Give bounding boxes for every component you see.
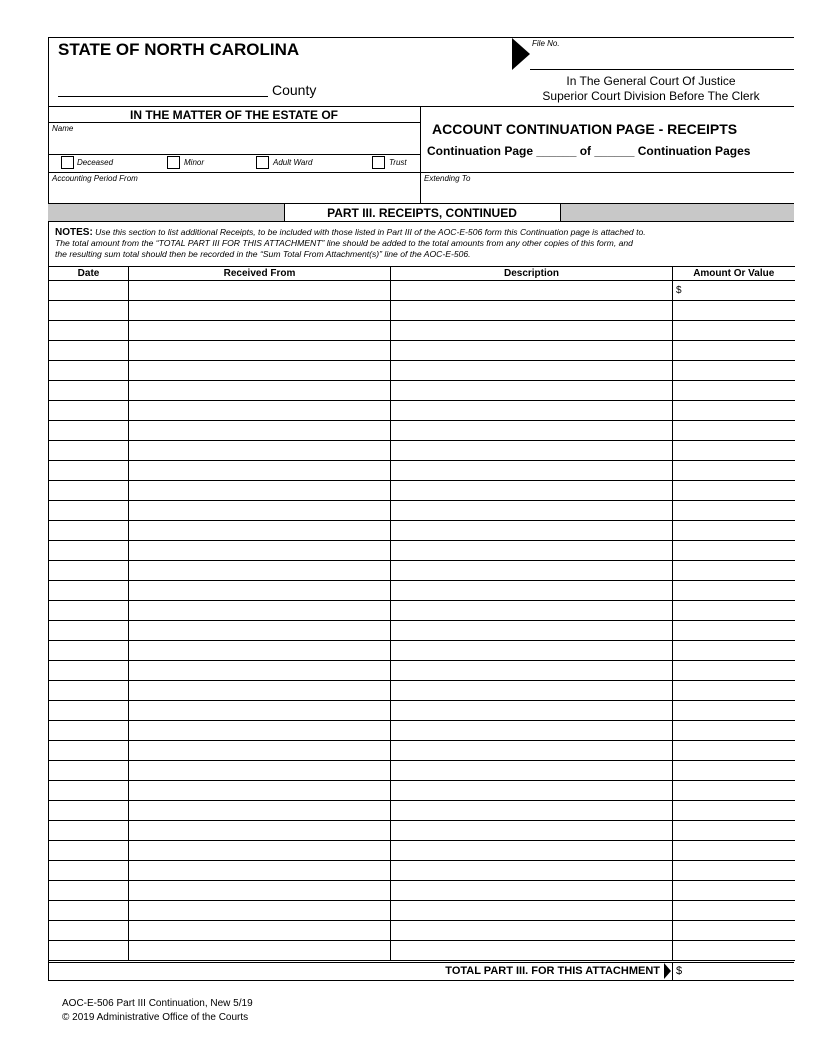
- description-cell[interactable]: [391, 621, 673, 641]
- table-row: [49, 481, 795, 501]
- received-from-cell[interactable]: [129, 781, 391, 801]
- date-cell[interactable]: [49, 801, 129, 821]
- description-cell[interactable]: [391, 921, 673, 941]
- received-from-cell[interactable]: [129, 441, 391, 461]
- description-cell[interactable]: [391, 321, 673, 341]
- name-input[interactable]: [52, 134, 416, 152]
- table-row: [49, 761, 795, 781]
- received-from-cell[interactable]: [129, 801, 391, 821]
- table-row: [49, 341, 795, 361]
- date-cell[interactable]: [49, 701, 129, 721]
- description-cell[interactable]: [391, 941, 673, 961]
- table-row: [49, 921, 795, 941]
- amount-cell[interactable]: [673, 341, 795, 361]
- received-from-cell[interactable]: [129, 841, 391, 861]
- amount-cell[interactable]: [673, 661, 795, 681]
- received-from-cell[interactable]: [129, 321, 391, 341]
- date-cell[interactable]: [49, 561, 129, 581]
- county-field[interactable]: [58, 96, 268, 97]
- date-cell[interactable]: [49, 581, 129, 601]
- description-cell[interactable]: [391, 601, 673, 621]
- column-header-received-from: Received From: [129, 267, 391, 281]
- extending-to-label: Extending To: [424, 174, 471, 183]
- table-row: [49, 361, 795, 381]
- period-top-rule: [48, 172, 794, 173]
- minor-checkbox[interactable]: [167, 156, 180, 169]
- deceased-checkbox[interactable]: [61, 156, 74, 169]
- amount-cell[interactable]: $: [673, 281, 795, 301]
- received-from-cell[interactable]: [129, 501, 391, 521]
- received-from-cell[interactable]: [129, 901, 391, 921]
- header-top-rule: [48, 37, 794, 38]
- received-from-cell[interactable]: [129, 341, 391, 361]
- amount-cell[interactable]: [673, 561, 795, 581]
- estate-divider: [420, 106, 421, 204]
- description-cell[interactable]: [391, 341, 673, 361]
- continuation-line[interactable]: Continuation Page ______ of ______ Continuation Pages: [427, 144, 751, 158]
- received-from-cell[interactable]: [129, 741, 391, 761]
- received-from-cell[interactable]: [129, 761, 391, 781]
- court-line-1: In The General Court Of Justice: [566, 74, 736, 88]
- date-cell[interactable]: [49, 821, 129, 841]
- amount-cell[interactable]: [673, 441, 795, 461]
- table-row: [49, 521, 795, 541]
- received-from-cell[interactable]: [129, 581, 391, 601]
- county-label: County: [272, 82, 317, 98]
- description-cell[interactable]: [391, 401, 673, 421]
- table-row: [49, 741, 795, 761]
- date-cell[interactable]: [49, 721, 129, 741]
- table-row: [49, 501, 795, 521]
- amount-cell[interactable]: [673, 581, 795, 601]
- description-cell[interactable]: [391, 801, 673, 821]
- description-cell[interactable]: [391, 641, 673, 661]
- footer-form-id: AOC-E-506 Part III Continuation, New 5/19: [62, 998, 253, 1009]
- amount-cell[interactable]: [673, 721, 795, 741]
- notes-line-1: Use this section to list additional Receipts, to be included with those listed in Part III of the AOC-E-506 form this Continuation page is attached to.: [95, 227, 646, 237]
- date-cell[interactable]: [49, 501, 129, 521]
- date-cell[interactable]: [49, 541, 129, 561]
- table-row: [49, 581, 795, 601]
- column-header-description: Description: [391, 267, 673, 281]
- received-from-cell[interactable]: [129, 601, 391, 621]
- received-from-cell[interactable]: [129, 541, 391, 561]
- description-cell[interactable]: [391, 501, 673, 521]
- table-header-row: [49, 267, 795, 281]
- date-cell[interactable]: [49, 321, 129, 341]
- total-row-bottom-rule: [48, 980, 794, 981]
- amount-cell[interactable]: [673, 361, 795, 381]
- name-label: Name: [52, 124, 74, 133]
- table-row: [49, 461, 795, 481]
- table-row: [49, 701, 795, 721]
- description-cell[interactable]: [391, 301, 673, 321]
- total-arrow-icon: [664, 963, 671, 979]
- total-row-top-rule: [48, 962, 794, 963]
- description-cell[interactable]: [391, 721, 673, 741]
- table-row: [49, 901, 795, 921]
- description-cell[interactable]: [391, 681, 673, 701]
- description-cell[interactable]: [391, 881, 673, 901]
- amount-cell[interactable]: [673, 841, 795, 861]
- table-row: [49, 561, 795, 581]
- description-cell[interactable]: [391, 461, 673, 481]
- amount-cell[interactable]: [673, 801, 795, 821]
- table-row: [49, 801, 795, 821]
- date-cell[interactable]: [49, 301, 129, 321]
- date-cell[interactable]: [49, 901, 129, 921]
- received-from-cell[interactable]: [129, 881, 391, 901]
- table-row: [49, 421, 795, 441]
- date-cell[interactable]: [49, 341, 129, 361]
- form-title: ACCOUNT CONTINUATION PAGE - RECEIPTS: [432, 121, 738, 137]
- table-row: [49, 321, 795, 341]
- trust-label: Trust: [389, 158, 407, 167]
- description-cell[interactable]: [391, 521, 673, 541]
- footer-copyright: © 2019 Administrative Office of the Courts: [62, 1012, 249, 1023]
- date-cell[interactable]: [49, 421, 129, 441]
- date-cell[interactable]: [49, 601, 129, 621]
- table-row: [49, 301, 795, 321]
- description-cell[interactable]: [391, 901, 673, 921]
- file-no-field[interactable]: [530, 69, 794, 70]
- file-no-arrow-icon: [512, 38, 530, 70]
- amount-cell[interactable]: [673, 701, 795, 721]
- adult-ward-checkbox[interactable]: [256, 156, 269, 169]
- total-amount-field[interactable]: $: [676, 965, 683, 977]
- table-row: [49, 681, 795, 701]
- court-line-2: Superior Court Division Before The Clerk: [542, 89, 760, 103]
- section-bottom-rule: [48, 221, 794, 222]
- name-field-rule: [48, 154, 420, 155]
- table-row: [49, 941, 795, 961]
- amount-cell[interactable]: [673, 921, 795, 941]
- description-cell[interactable]: [391, 481, 673, 501]
- amount-cell[interactable]: [673, 401, 795, 421]
- description-cell[interactable]: [391, 381, 673, 401]
- table-row: [49, 621, 795, 641]
- received-from-cell[interactable]: [129, 381, 391, 401]
- amount-cell[interactable]: [673, 781, 795, 801]
- deceased-label: Deceased: [77, 158, 114, 167]
- description-cell[interactable]: [391, 861, 673, 881]
- date-cell[interactable]: [49, 361, 129, 381]
- section-bar-divider-right: [560, 204, 561, 221]
- received-from-cell[interactable]: [129, 301, 391, 321]
- section-bar-left: [48, 204, 284, 221]
- table-row: [49, 841, 795, 861]
- received-from-cell[interactable]: [129, 721, 391, 741]
- table-row: [49, 721, 795, 741]
- notes-line-2: The total amount from the “TOTAL PART III FOR THIS ATTACHMENT” line should be added to the total amounts from any other copies of this form, and: [55, 238, 633, 248]
- amount-cell[interactable]: [673, 481, 795, 501]
- description-cell[interactable]: [391, 781, 673, 801]
- table-row: [49, 661, 795, 681]
- received-from-cell[interactable]: [129, 401, 391, 421]
- table-row: [49, 861, 795, 881]
- amount-cell[interactable]: [673, 901, 795, 921]
- amount-cell[interactable]: [673, 641, 795, 661]
- description-cell[interactable]: [391, 741, 673, 761]
- description-cell[interactable]: [391, 361, 673, 381]
- received-from-cell[interactable]: [129, 921, 391, 941]
- received-from-cell[interactable]: [129, 361, 391, 381]
- amount-cell[interactable]: [673, 621, 795, 641]
- amount-cell[interactable]: [673, 881, 795, 901]
- column-header-date: Date: [49, 267, 129, 281]
- table-row: [49, 441, 795, 461]
- amount-cell[interactable]: [673, 421, 795, 441]
- amount-cell[interactable]: [673, 381, 795, 401]
- date-cell[interactable]: [49, 521, 129, 541]
- received-from-cell[interactable]: [129, 941, 391, 961]
- date-cell[interactable]: [49, 441, 129, 461]
- table-row: [49, 781, 795, 801]
- table-row: [49, 881, 795, 901]
- description-cell[interactable]: [391, 561, 673, 581]
- description-cell[interactable]: [391, 281, 673, 301]
- description-cell[interactable]: [391, 701, 673, 721]
- date-cell[interactable]: [49, 621, 129, 641]
- trust-checkbox[interactable]: [372, 156, 385, 169]
- received-from-cell[interactable]: [129, 821, 391, 841]
- description-cell[interactable]: [391, 761, 673, 781]
- received-from-cell[interactable]: [129, 481, 391, 501]
- notes-line-3: the resulting sum total should then be recorded in the “Sum Total From Attachment(s)” line of the AOC-E-506.: [55, 249, 471, 259]
- amount-cell[interactable]: [673, 461, 795, 481]
- date-cell[interactable]: [49, 381, 129, 401]
- description-cell[interactable]: [391, 661, 673, 681]
- section-heading: PART III. RECEIPTS, CONTINUED: [327, 206, 517, 220]
- received-from-cell[interactable]: [129, 521, 391, 541]
- minor-label: Minor: [184, 158, 205, 167]
- amount-cell[interactable]: [673, 821, 795, 841]
- amount-cell[interactable]: [673, 301, 795, 321]
- estate-heading-rule: [48, 122, 420, 123]
- table-row: [49, 601, 795, 621]
- date-cell[interactable]: [49, 741, 129, 761]
- estate-heading: IN THE MATTER OF THE ESTATE OF: [130, 108, 338, 122]
- date-cell[interactable]: [49, 401, 129, 421]
- description-cell[interactable]: [391, 421, 673, 441]
- amount-cell[interactable]: [673, 741, 795, 761]
- amount-cell[interactable]: [673, 321, 795, 341]
- description-cell[interactable]: [391, 541, 673, 561]
- received-from-cell[interactable]: [129, 661, 391, 681]
- amount-cell[interactable]: [673, 681, 795, 701]
- table-row: [49, 401, 795, 421]
- adult-ward-label: Adult Ward: [273, 158, 313, 167]
- table-row: [49, 641, 795, 661]
- table-row: [49, 541, 795, 561]
- amount-cell[interactable]: [673, 501, 795, 521]
- received-from-cell[interactable]: [129, 621, 391, 641]
- date-cell[interactable]: [49, 281, 129, 301]
- date-cell[interactable]: [49, 461, 129, 481]
- date-cell[interactable]: [49, 661, 129, 681]
- receipts-table: [48, 266, 795, 961]
- date-cell[interactable]: [49, 841, 129, 861]
- date-cell[interactable]: [49, 641, 129, 661]
- description-cell[interactable]: [391, 581, 673, 601]
- date-cell[interactable]: [49, 781, 129, 801]
- table-row: [49, 821, 795, 841]
- file-no-label: File No.: [532, 39, 560, 48]
- date-cell[interactable]: [49, 481, 129, 501]
- amount-cell[interactable]: [673, 941, 795, 961]
- date-cell[interactable]: [49, 861, 129, 881]
- date-cell[interactable]: [49, 881, 129, 901]
- date-cell[interactable]: [49, 941, 129, 961]
- total-label: TOTAL PART III. FOR THIS ATTACHMENT: [445, 965, 660, 977]
- description-cell[interactable]: [391, 441, 673, 461]
- notes: [55, 227, 795, 260]
- amount-cell[interactable]: [673, 861, 795, 881]
- amount-cell[interactable]: [673, 541, 795, 561]
- estate-top-rule: [48, 106, 794, 107]
- amount-cell[interactable]: [673, 521, 795, 541]
- accounting-period-label: Accounting Period From: [52, 174, 138, 183]
- received-from-cell[interactable]: [129, 421, 391, 441]
- date-cell[interactable]: [49, 681, 129, 701]
- amount-cell[interactable]: [673, 761, 795, 781]
- table-row: [49, 281, 795, 301]
- date-cell[interactable]: [49, 921, 129, 941]
- received-from-cell[interactable]: [129, 561, 391, 581]
- state-title: STATE OF NORTH CAROLINA: [58, 40, 300, 59]
- date-cell[interactable]: [49, 761, 129, 781]
- table-row: [49, 381, 795, 401]
- received-from-cell[interactable]: [129, 701, 391, 721]
- description-cell[interactable]: [391, 841, 673, 861]
- amount-cell[interactable]: [673, 601, 795, 621]
- description-cell[interactable]: [391, 821, 673, 841]
- received-from-cell[interactable]: [129, 641, 391, 661]
- received-from-cell[interactable]: [129, 681, 391, 701]
- received-from-cell[interactable]: [129, 461, 391, 481]
- notes-label: NOTES:: [55, 227, 93, 238]
- received-from-cell[interactable]: [129, 281, 391, 301]
- section-bar-right: [560, 204, 794, 221]
- total-amount-divider: [672, 962, 673, 980]
- received-from-cell[interactable]: [129, 861, 391, 881]
- column-header-amount: Amount Or Value: [673, 267, 795, 281]
